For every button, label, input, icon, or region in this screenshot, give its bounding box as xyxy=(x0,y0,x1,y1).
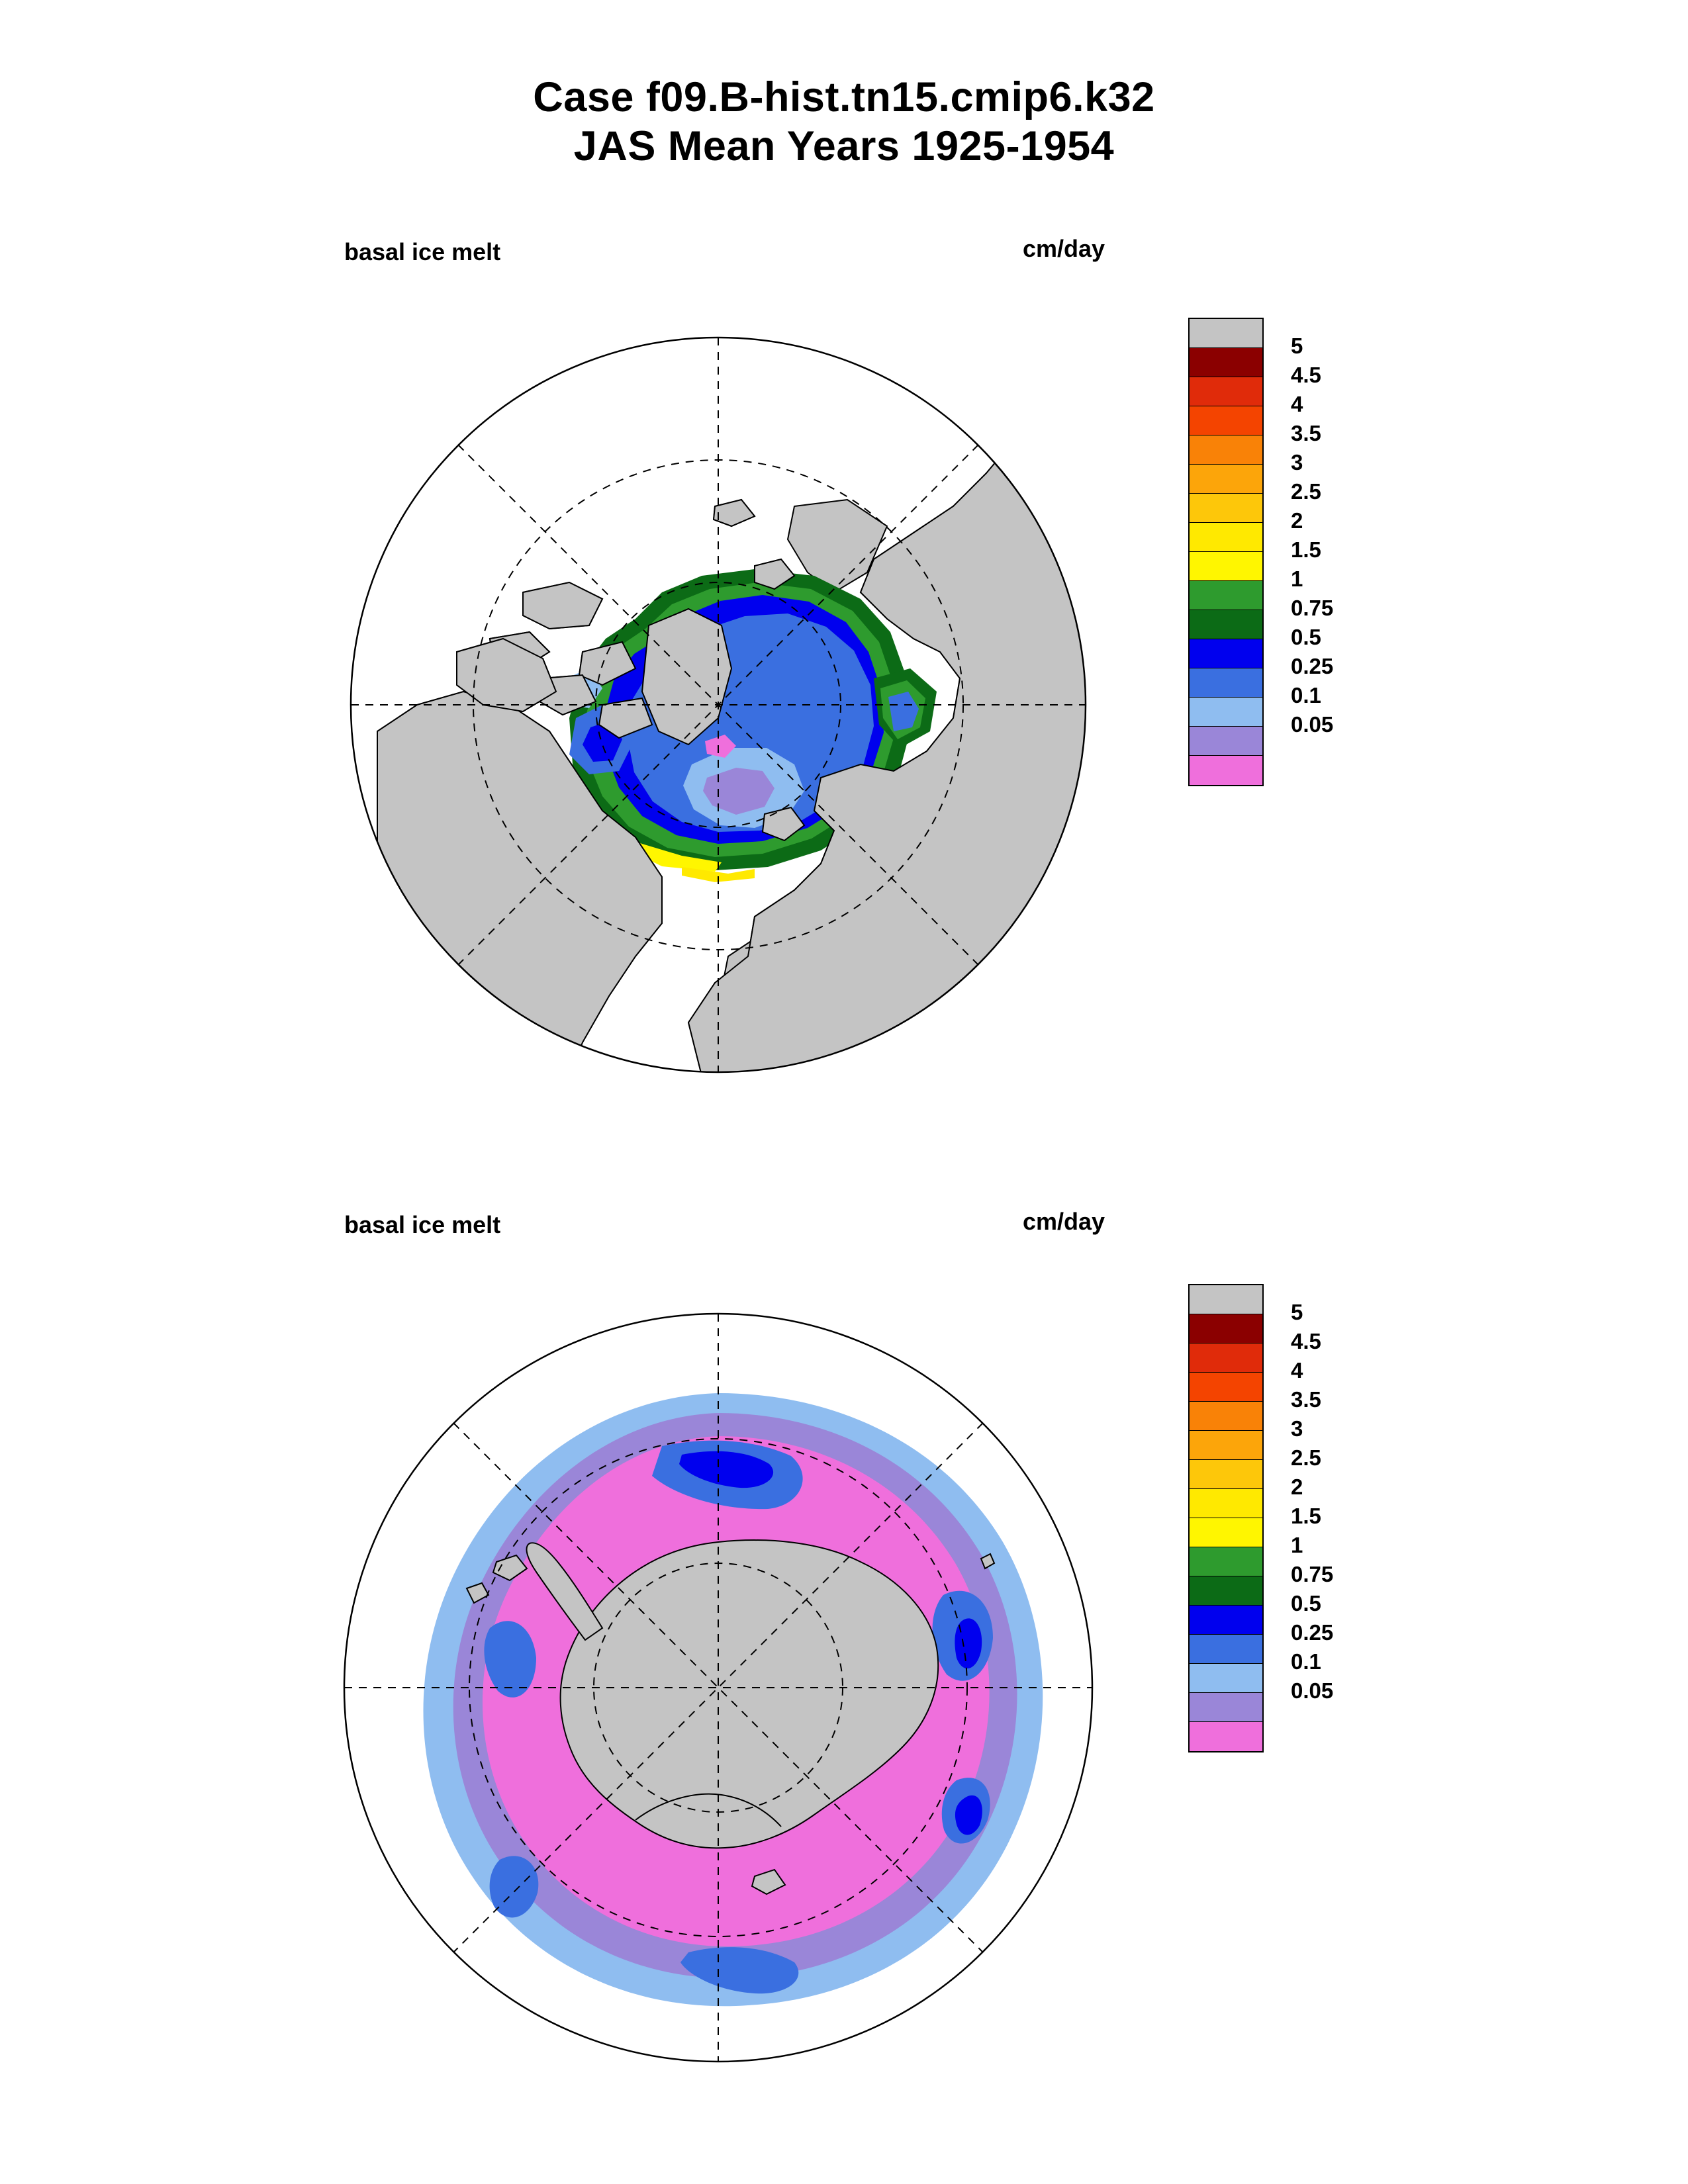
sh-colorbar-cell-2 xyxy=(1190,1343,1262,1373)
sh-colorbar-cell-8 xyxy=(1190,1518,1262,1547)
sh-colorbar-label-1: 4.5 xyxy=(1291,1329,1321,1353)
sh-colorbar-cell-6 xyxy=(1190,1460,1262,1489)
sh-colorbar-cell-13 xyxy=(1190,1664,1262,1693)
nh-colorbar-cell-0 xyxy=(1190,319,1262,348)
nh-colorbar-label-8: 1 xyxy=(1291,567,1303,591)
nh-colorbar-cell-14 xyxy=(1190,727,1262,756)
nh-colorbar-cell-5 xyxy=(1190,465,1262,494)
sh-colorbar-cell-4 xyxy=(1190,1402,1262,1431)
nh-colorbar-cell-2 xyxy=(1190,377,1262,406)
nh-colorbar-cell-8 xyxy=(1190,552,1262,581)
title-line-2: JAS Mean Years 1925-1954 xyxy=(573,123,1115,170)
sh-colorbar-label-9: 0.75 xyxy=(1291,1562,1334,1586)
sh-colorbar-cell-0 xyxy=(1190,1285,1262,1314)
sh-colorbar-label-2: 4 xyxy=(1291,1358,1303,1383)
sh-colorbar-label-8: 1 xyxy=(1291,1533,1303,1557)
nh-colorbar-cell-3 xyxy=(1190,406,1262,435)
panel-northern-hemisphere xyxy=(0,218,1688,1145)
nh-colorbar-cell-10 xyxy=(1190,610,1262,639)
sh-colorbar-label-0: 5 xyxy=(1291,1300,1303,1324)
nh-colorbar-label-10: 0.5 xyxy=(1291,625,1321,649)
sh-colorbar-label-12: 0.1 xyxy=(1291,1649,1321,1674)
sh-colorbar-label-3: 3.5 xyxy=(1291,1387,1321,1412)
sh-colorbar-cell-11 xyxy=(1190,1606,1262,1635)
nh-colorbar-label-6: 2 xyxy=(1291,508,1303,533)
nh-variable-label: basal ice melt xyxy=(344,238,501,265)
nh-colorbar-label-3: 3.5 xyxy=(1291,421,1321,445)
sh-colorbar-label-4: 3 xyxy=(1291,1416,1303,1441)
sh-units-label: cm/day xyxy=(1023,1208,1105,1235)
page-title xyxy=(0,73,1688,171)
nh-colorbar-label-2: 4 xyxy=(1291,392,1303,416)
nh-colorbar-cell-7 xyxy=(1190,523,1262,552)
sh-colorbar-cell-7 xyxy=(1190,1489,1262,1518)
sh-colorbar-cell-12 xyxy=(1190,1635,1262,1664)
sh-colorbar-cell-15 xyxy=(1190,1722,1262,1751)
nh-colorbar-cell-4 xyxy=(1190,435,1262,465)
sh-variable-label: basal ice melt xyxy=(344,1211,501,1238)
nh-colorbar-cell-11 xyxy=(1190,639,1262,668)
sh-colorbar-label-6: 2 xyxy=(1291,1475,1303,1499)
nh-colorbar-label-5: 2.5 xyxy=(1291,479,1321,504)
nh-colorbar-label-12: 0.1 xyxy=(1291,683,1321,707)
nh-colorbar-label-0: 5 xyxy=(1291,334,1303,358)
nh-colorbar-cell-9 xyxy=(1190,581,1262,610)
nh-colorbar-cell-1 xyxy=(1190,348,1262,377)
nh-map xyxy=(291,308,1172,1135)
nh-colorbar-label-4: 3 xyxy=(1291,450,1303,475)
nh-colorbar-label-13: 0.05 xyxy=(1291,712,1334,737)
sh-colorbar-cell-9 xyxy=(1190,1547,1262,1576)
nh-units-label: cm/day xyxy=(1023,235,1105,262)
nh-colorbar-label-7: 1.5 xyxy=(1291,537,1321,562)
nh-colorbar-label-1: 4.5 xyxy=(1291,363,1321,387)
sh-colorbar-label-13: 0.05 xyxy=(1291,1678,1334,1703)
nh-colorbar-cell-12 xyxy=(1190,668,1262,698)
sh-colorbar xyxy=(1188,1284,1264,1752)
sh-colorbar-cell-10 xyxy=(1190,1576,1262,1606)
sh-colorbar-cell-5 xyxy=(1190,1431,1262,1460)
panel-southern-hemisphere xyxy=(0,1185,1688,2144)
sh-colorbar-label-5: 2.5 xyxy=(1291,1445,1321,1470)
sh-colorbar-label-11: 0.25 xyxy=(1291,1620,1334,1645)
sh-map xyxy=(291,1277,1172,2131)
sh-colorbar-label-10: 0.5 xyxy=(1291,1591,1321,1615)
nh-colorbar-label-11: 0.25 xyxy=(1291,654,1334,678)
sh-colorbar-label-7: 1.5 xyxy=(1291,1504,1321,1528)
nh-colorbar-cell-6 xyxy=(1190,494,1262,523)
nh-colorbar-label-9: 0.75 xyxy=(1291,596,1334,620)
sh-colorbar-cell-14 xyxy=(1190,1693,1262,1722)
nh-colorbar-cell-15 xyxy=(1190,756,1262,785)
nh-colorbar-cell-13 xyxy=(1190,698,1262,727)
sh-colorbar-cell-1 xyxy=(1190,1314,1262,1343)
title-line-1: Case f09.B-hist.tn15.cmip6.k32 xyxy=(533,74,1155,120)
sh-colorbar-cell-3 xyxy=(1190,1373,1262,1402)
nh-colorbar xyxy=(1188,318,1264,786)
